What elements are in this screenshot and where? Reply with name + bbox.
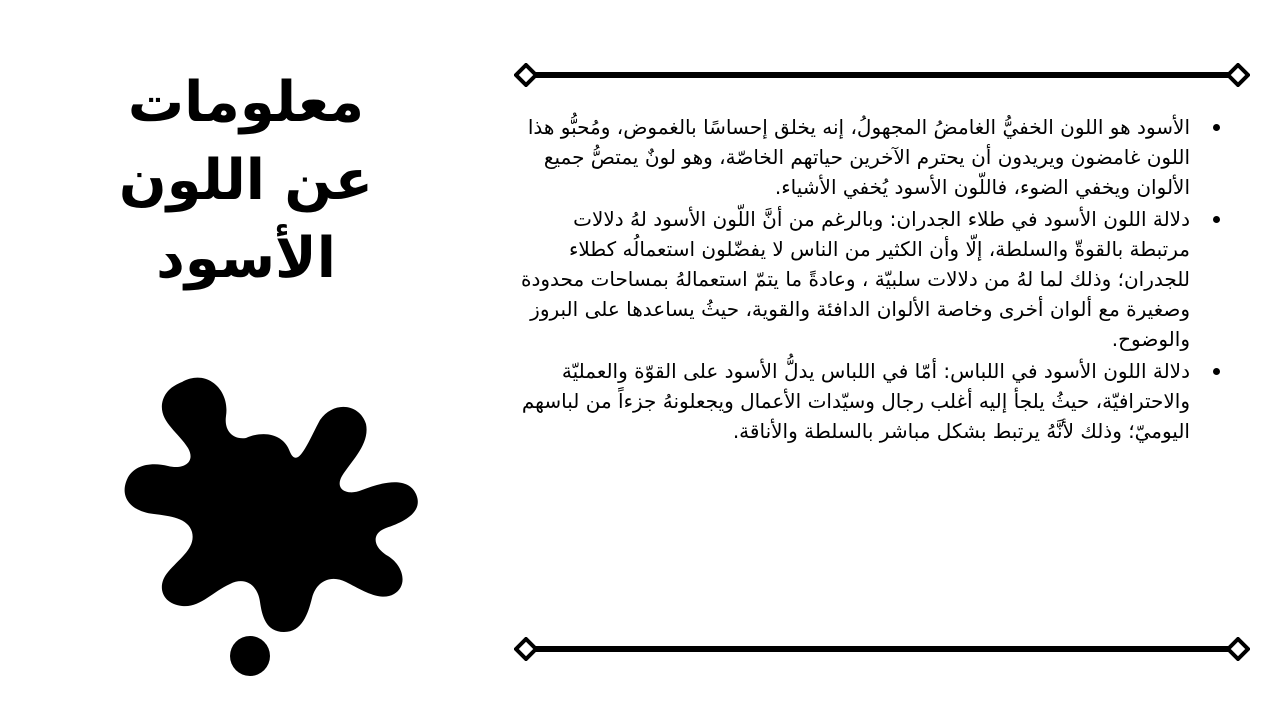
bullet-list [520, 112, 1220, 446]
bottom-divider [514, 637, 1250, 661]
list-item [520, 204, 1220, 354]
bullet-text: الأسود هو اللون الخفيُّ الغامضُ المجهولُ، إنه يخلق إحساسًا بالغموض، ومُحبُّو هذا اللون غامضون ويريدون أن يحترم الآخرين حياتهم الخاصّة، وهو لونٌ يمتصُّ جميع الألوان ويخفي الضوء، فاللّون الأسود يُخفي الأشياء. [527, 115, 1190, 199]
bullet-text: دلالة اللون الأسود في طلاء الجدران: وبالرغم من أنَّ اللّون الأسود لهُ دلالات مرتبطة بالقوةّ والسلطة، إلّا وأن الكثير من الناس لا يفضّلون استعمالُه كطلاء للجدران؛ وذلك لما لهُ من دلالات سلبيّة ، وعادةً ما يتمّ استعمالهُ بمساحات محدودة وصغيرة مع ألوان أخرى وخاصة الألوان الدافئة والقوية، حيثُ يساعدها على البروز والوضوح. [521, 207, 1190, 351]
bullet-icon [1213, 368, 1220, 375]
list-item [520, 356, 1220, 446]
bullet-text: دلالة اللون الأسود في اللباس: أمّا في اللباس يدلُّ الأسود على القوّة والعمليّة والاحترافيّة، حيثُ يلجأ إليه أغلب رجال وسيّدات الأعمال ويجعلونهُ جزءاً من لباسهم اليوميّ؛ وذلك لأنَّهُ يرتبط بشكل مباشر بالسلطة والأناقة. [521, 359, 1190, 443]
top-divider [514, 63, 1250, 87]
title-line-2: عن اللون [118, 148, 374, 213]
bullet-icon [1213, 124, 1220, 131]
title-line-3: الأسود [156, 226, 336, 291]
bullet-icon [1213, 216, 1220, 223]
content-body [520, 112, 1220, 448]
page-title [96, 64, 396, 298]
diamond-icon [516, 65, 536, 85]
ink-splash-icon [112, 360, 432, 690]
title-line-1: معلومات [127, 70, 365, 135]
list-item [520, 112, 1220, 202]
diamond-icon [1228, 65, 1248, 85]
diamond-icon [1228, 639, 1248, 659]
diamond-icon [516, 639, 536, 659]
